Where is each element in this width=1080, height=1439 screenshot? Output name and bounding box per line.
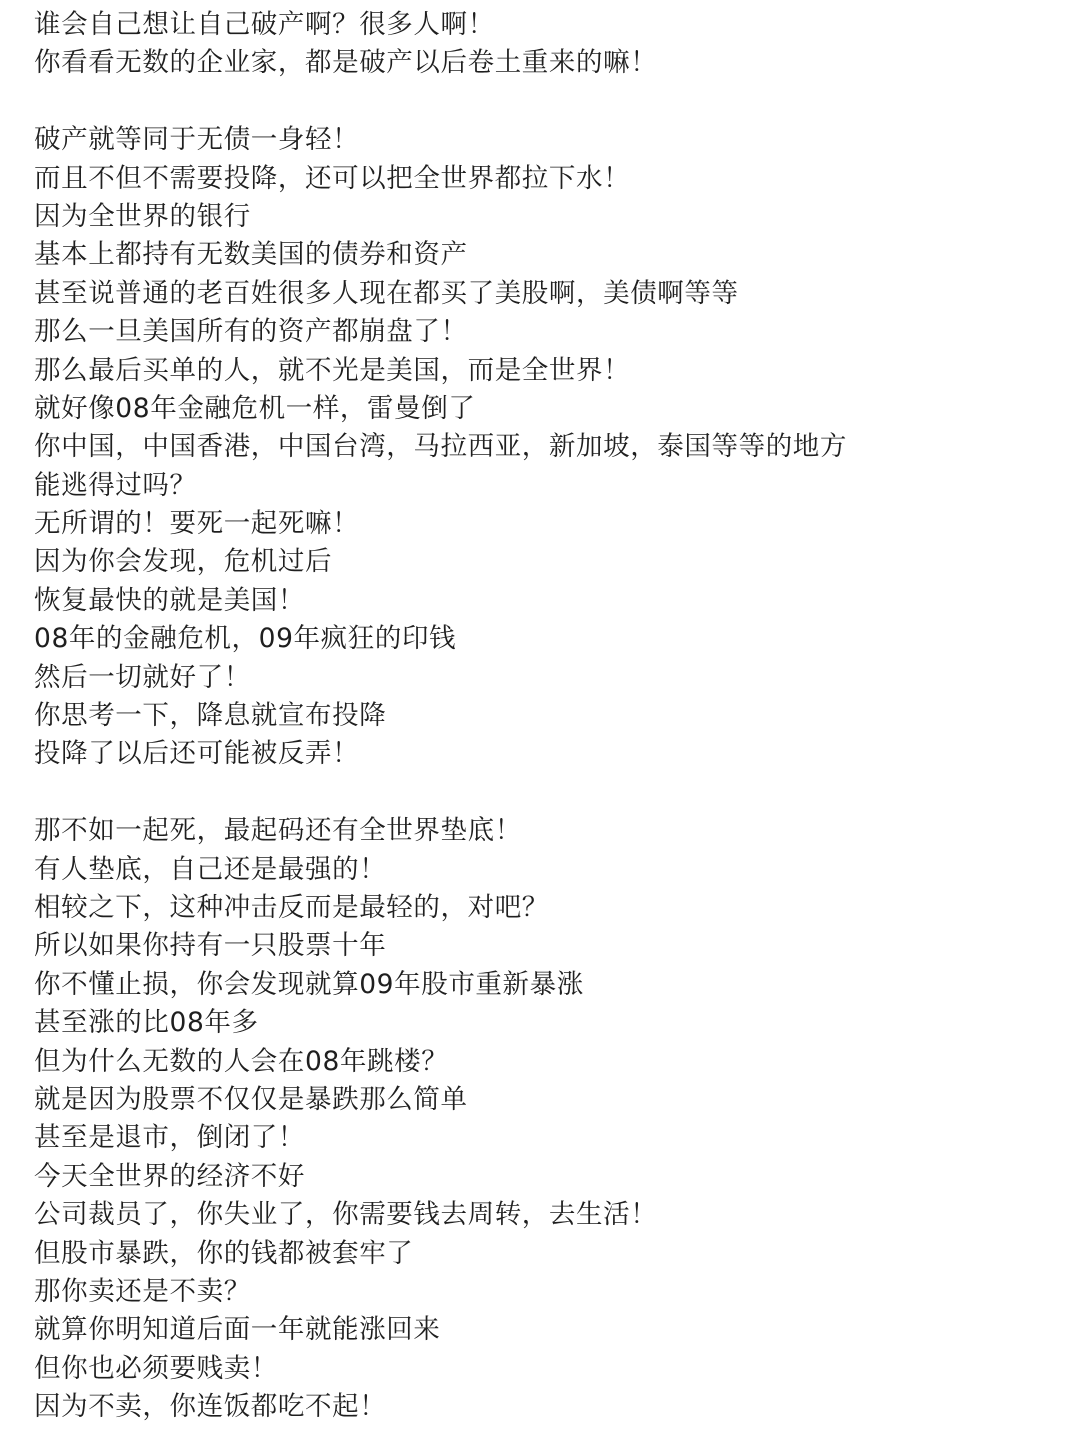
- text-line: 公司裁员了，你失业了，你需要钱去周转，去生活！: [34, 1199, 658, 1231]
- text-line: 无所谓的！要死一起死嘛！: [34, 508, 360, 540]
- text-line: 你中国，中国香港，中国台湾，马拉西亚，新加坡，泰国等等的地方: [34, 431, 847, 463]
- text-line: 而且不但不需要投降，还可以把全世界都拉下水！: [34, 162, 631, 194]
- text-line: 恢复最快的就是美国！: [34, 584, 305, 616]
- text-line: 然后一切就好了！: [34, 661, 251, 693]
- text-line: 破产就等同于无债一身轻！: [34, 124, 360, 156]
- text-line: 那么一旦美国所有的资产都崩盘了！: [34, 316, 468, 348]
- article-text: [34, 0, 1054, 1426]
- text-line: 因为不卖，你连饭都吃不起！: [34, 1391, 387, 1423]
- text-line: 相较之下，这种冲击反而是最轻的，对吧？: [34, 891, 549, 923]
- text-line: 甚至说普通的老百姓很多人现在都买了美股啊，美债啊等等: [34, 277, 739, 309]
- text-line: 谁会自己想让自己破产啊？很多人啊！: [34, 9, 495, 40]
- text-line: 但你也必须要贱卖！: [34, 1352, 278, 1384]
- text-line: 就好像08年金融危机一样，雷曼倒了: [34, 392, 476, 424]
- text-line: 因为你会发现，危机过后: [34, 546, 333, 578]
- text-line: 基本上都持有无数美国的债券和资产: [34, 239, 468, 271]
- text-line: 甚至是退市，倒闭了！: [34, 1122, 305, 1154]
- text-line: 那你卖还是不卖？: [34, 1275, 251, 1307]
- text-line: 投降了以后还可能被反弄！: [34, 738, 360, 770]
- article-body: [34, 6, 1054, 1426]
- text-line: 你不懂止损，你会发现就算09年股市重新暴涨: [34, 968, 584, 1000]
- paragraph: [34, 812, 1054, 1426]
- paragraph-gap: [34, 774, 1054, 812]
- text-line: 你看看无数的企业家，都是破产以后卷土重来的嘛！: [34, 47, 658, 79]
- text-line: 但股市暴跌，你的钱都被套牢了: [34, 1237, 414, 1269]
- paragraph: [34, 6, 1054, 83]
- clipped-top-line: [34, 0, 1054, 6]
- text-line: 因为全世界的银行: [34, 200, 251, 232]
- text-line: 那么最后买单的人，就不光是美国，而是全世界！: [34, 354, 631, 386]
- text-line: 就算你明知道后面一年就能涨回来: [34, 1314, 441, 1346]
- text-line: 有人垫底，自己还是最强的！: [34, 853, 387, 885]
- text-line: 那不如一起死，最起码还有全世界垫底！: [34, 815, 522, 847]
- text-line: 今天全世界的经济不好: [34, 1160, 305, 1192]
- text-line: 能逃得过吗？: [34, 469, 197, 501]
- text-line: 你思考一下，降息就宣布投降: [34, 700, 387, 732]
- text-line: 甚至涨的比08年多: [34, 1007, 259, 1039]
- text-line: 但为什么无数的人会在08年跳楼？: [34, 1045, 449, 1077]
- text-line: 08年的金融危机，09年疯狂的印钱: [34, 623, 457, 655]
- text-line: [34, 0, 170, 6]
- text-line: 所以如果你持有一只股票十年: [34, 930, 387, 962]
- paragraph: [34, 121, 1054, 774]
- paragraph-gap: [34, 83, 1054, 121]
- text-line: 就是因为股票不仅仅是暴跌那么简单: [34, 1083, 468, 1115]
